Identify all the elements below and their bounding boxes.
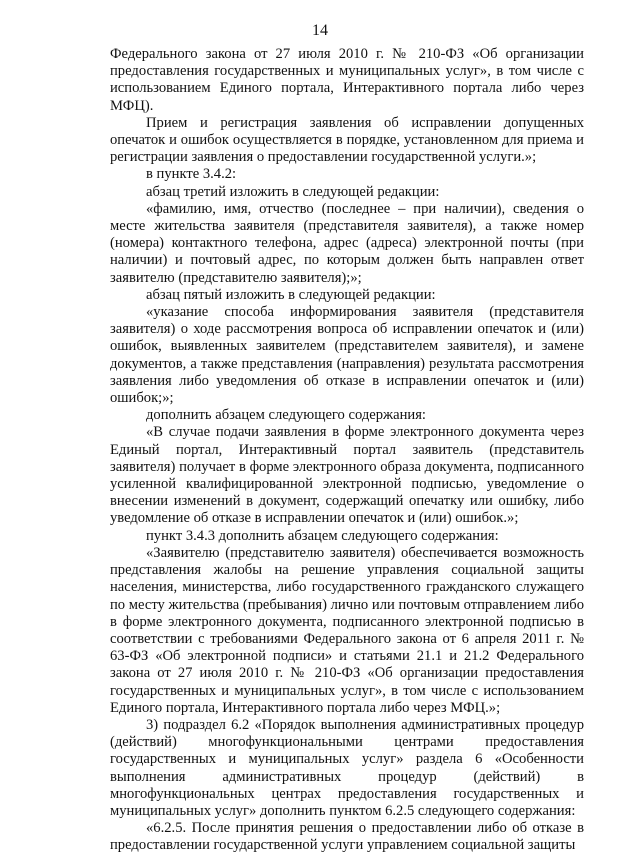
- paragraph-add-indent: дополнить абзацем следующего содержания:: [146, 407, 426, 424]
- paragraph-item-3-4-3: пункт 3.4.3 дополнить абзацем следующего содержания:: [146, 527, 499, 544]
- page-number: 14: [312, 22, 328, 39]
- paragraph-item-6-2-5: «6.2.5. После принятия решения о предоставлении либо об отказе в предоставлении государственной услуги управлением социальной защиты: [110, 820, 584, 854]
- paragraph-fifth-indent: абзац пятый изложить в следующей редакции:: [146, 286, 436, 303]
- paragraph-electronic-filing: «В случае подачи заявления в форме электронного документа через Единый портал, Интерактивный портал заявитель (представитель заявителя) получает в форме электронного образа документа, подписанного усиленной квалифицированной электронной подписью, уведомление о внесении изменений в документ, содержащий опечатку или ошибку, либо уведомление об отказе в исправлении опечаток и (или) ошибок.»;: [110, 424, 584, 527]
- paragraph-registration: Прием и регистрация заявления об исправлении допущенных опечаток и ошибок осуществляется в порядке, установленном для приема и регистрации заявления о предоставлении государственной услуги.»;: [110, 114, 584, 166]
- paragraph-continuation: Федерального закона от 27 июля 2010 г. № 210-ФЗ «Об организации предоставления государственных и муниципальных услуг», в том числе с использованием Единого портала, Интерактивного портала либо через МФЦ).: [110, 46, 584, 114]
- paragraph-item-3-4-2: в пункте 3.4.2:: [146, 166, 237, 183]
- paragraph-complaint: «Заявителю (представителю заявителя) обеспечивается возможность представления жалобы на решение управления социальной защиты населения, министерства, либо государственного гражданского служащего по месту жительства (пребывания) лично или почтовым отправлением либо в форме электронного документа, подписанного электронной подписью в соответствии с требованиями Федерального закона от 6 апреля 2011 г. № 63-ФЗ «Об электронной подписи» и статьями 21.1 и 21.2 Федерального закона от 27 июля 2010 г. № 210-ФЗ «Об организации предоставления государственных и муниципальных услуг», в том числе с использованием Единого портала, Интерактивного портала либо через МФЦ.»;: [110, 544, 584, 716]
- document-body: [110, 46, 584, 855]
- paragraph-applicant-details: «фамилию, имя, отчество (последнее – при наличии), сведения о месте жительства заявителя (представителя заявителя), а также номер (номера) контактного телефона, адрес (адреса) электронной почты (при наличии) и почтовый адрес, по которым должен быть направлен ответ заявителю (представителю заявителя);»;: [110, 200, 584, 286]
- paragraph-notification-method: «указание способа информирования заявителя (представителя заявителя) о ходе рассмотрения вопроса об исправлении опечаток и (или) ошибок, выявленных заявителем (представителем заявителя), и замене документов, а также представления (направления) результата рассмотрения заявления либо уведомления об отказе в исправлении опечаток и (или) ошибок;»;: [110, 304, 584, 407]
- paragraph-subsection-6-2: 3) подраздел 6.2 «Порядок выполнения административных процедур (действий) многофункциональными центрами предоставления государственных и муниципальных услуг» раздела 6 «Особенности выполнения административных процедур (действий) в многофункциональных центрах предоставления государственных и муниципальных услуг» дополнить пунктом 6.2.5 следующего содержания:: [110, 716, 584, 819]
- paragraph-third-indent: абзац третий изложить в следующей редакции:: [146, 183, 440, 200]
